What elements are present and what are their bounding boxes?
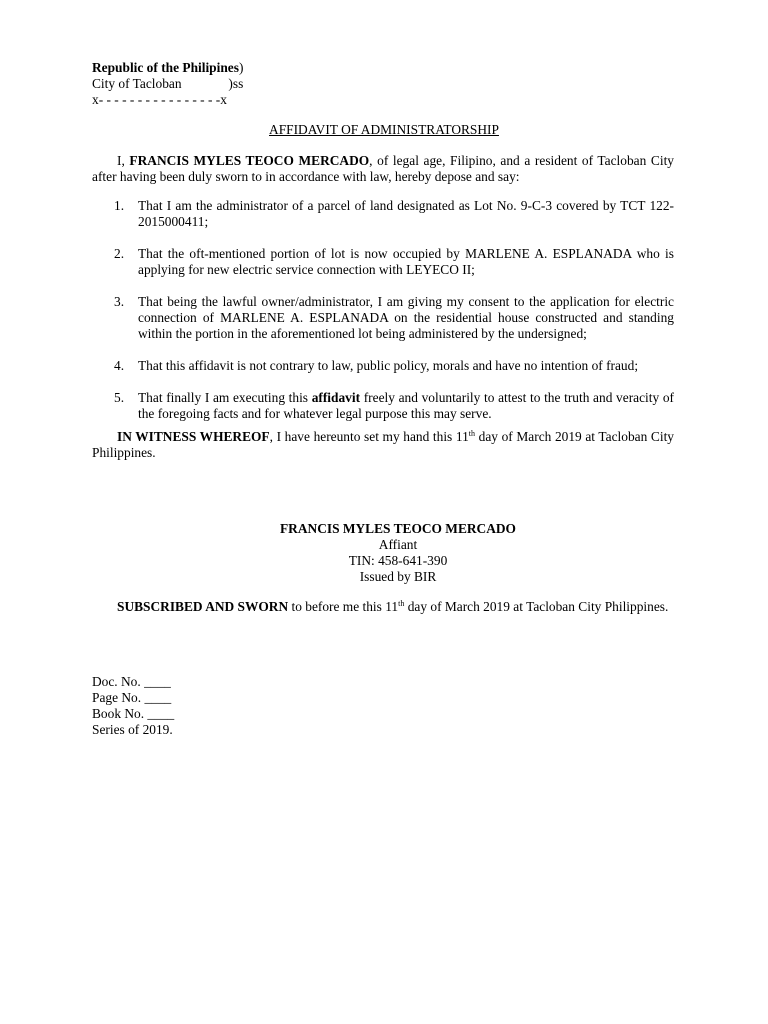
signatory-name: FRANCIS MYLES TEOCO MERCADO xyxy=(280,521,516,536)
document-title: AFFIDAVIT OF ADMINISTRATORSHIP xyxy=(269,122,499,137)
caption-line-3: x- - - - - - - - - - - - - - - -x xyxy=(92,92,227,107)
doc-number: Doc. No. ____ xyxy=(92,674,171,689)
page-number: Page No. ____ xyxy=(92,690,172,705)
list-item: 5. That finally I am executing this affidavit freely and voluntarily to attest to the truth and veracity of the foregoing facts and for whatever legal purpose this may serve. xyxy=(114,390,674,421)
affiant-name: FRANCIS MYLES TEOCO MERCADO xyxy=(129,153,370,168)
list-item: 4. That this affidavit is not contrary to law, public policy, morals and have no intention of fraud; xyxy=(114,358,639,373)
caption-line-1: Republic of the Philipines) xyxy=(92,60,244,75)
signatory-role: Affiant xyxy=(378,537,418,552)
statement-list xyxy=(92,198,674,438)
witness-paragraph: IN WITNESS WHEREOF, I have hereunto set my hand this 11th day of March 2019 at Tacloban City Philippines. xyxy=(92,429,674,460)
book-number: Book No. ____ xyxy=(92,706,175,721)
tin-issuer: Issued by BIR xyxy=(359,569,437,584)
notarial-register xyxy=(92,674,174,738)
signatory-tin: TIN: 458-641-390 xyxy=(348,553,448,568)
signature-block xyxy=(0,521,768,585)
list-item: 2. That the oft-mentioned portion of lot is now occupied by MARLENE A. ESPLANADA who is applying for new electric service connection with LEYECO II; xyxy=(114,246,674,277)
list-item: 1. That I am the administrator of a parcel of land designated as Lot No. 9-C-3 covered by TCT 122-2015000411; xyxy=(114,198,674,229)
intro-paragraph: I, FRANCIS MYLES TEOCO MERCADO, of legal age, Filipino, and a resident of Tacloban City after having been duly sworn to in accordance with law, hereby depose and say: xyxy=(92,153,674,184)
jurat-paragraph: SUBSCRIBED AND SWORN to before me this 11th day of March 2019 at Tacloban City Philippines. xyxy=(117,599,669,614)
list-item: 3. That being the lawful owner/administrator, I am giving my consent to the application for electric connection of MARLENE A. ESPLANADA on the residential house constructed and standing within the portion in the aforementioned lot being administered by the undersigned; xyxy=(114,294,674,341)
venue-caption xyxy=(92,60,243,108)
caption-line-2: City of Tacloban )ss xyxy=(92,76,244,91)
series-year: Series of 2019. xyxy=(92,722,173,737)
